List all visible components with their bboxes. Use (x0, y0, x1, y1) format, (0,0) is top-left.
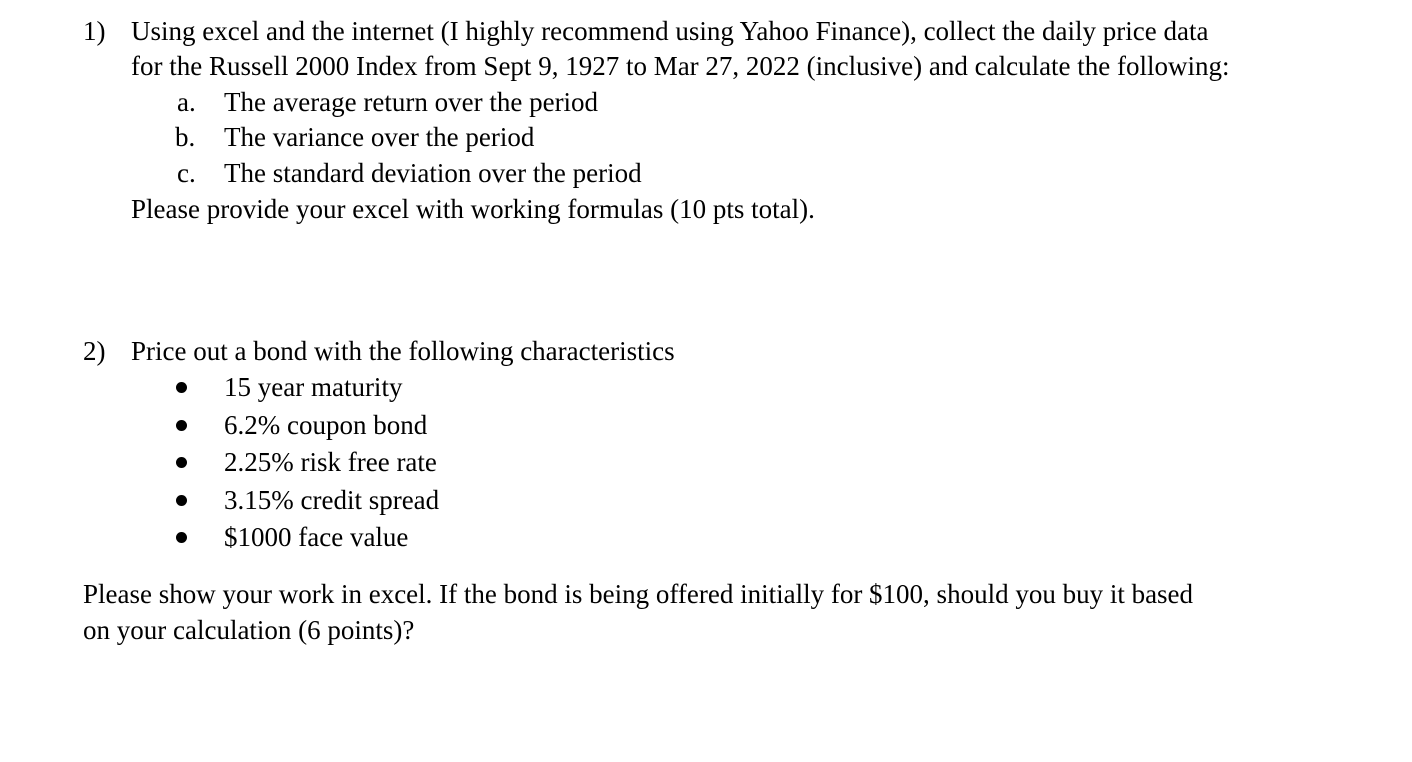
bullet-icon (176, 495, 187, 506)
question-2-closing-line-1: Please show your work in excel. If the bond is being offered initially for $100, should you buy it based (83, 579, 1194, 609)
bond-coupon: 6.2% coupon bond (224, 410, 428, 440)
bullet-icon (176, 382, 187, 393)
bond-risk-free-rate: 2.25% risk free rate (224, 447, 437, 477)
question-1-item-b-marker: b. (175, 122, 196, 152)
question-1-item-a-marker: a. (177, 87, 196, 117)
question-1-line-1: Using excel and the internet (I highly recommend using Yahoo Finance), collect the daily price data (131, 16, 1209, 46)
question-2-number: 2) (83, 336, 106, 366)
bullet-icon (176, 457, 187, 468)
bond-maturity: 15 year maturity (224, 372, 403, 402)
question-1-item-a: The average return over the period (224, 87, 599, 117)
question-1-number: 1) (83, 16, 106, 46)
question-2-intro: Price out a bond with the following characteristics (131, 336, 675, 366)
bond-credit-spread: 3.15% credit spread (224, 485, 440, 515)
bullet-icon (176, 532, 187, 543)
question-2-closing-line-2: on your calculation (6 points)? (83, 615, 415, 645)
bullet-icon (176, 420, 187, 431)
question-1-item-c-marker: c. (177, 158, 196, 188)
question-1-closing: Please provide your excel with working formulas (10 pts total). (131, 194, 815, 224)
question-1-line-2: for the Russell 2000 Index from Sept 9, 1927 to Mar 27, 2022 (inclusive) and calculate the following: (131, 51, 1230, 81)
bond-face-value: $1000 face value (224, 522, 409, 552)
question-1-item-b: The variance over the period (224, 122, 535, 152)
question-1-item-c: The standard deviation over the period (224, 158, 642, 188)
